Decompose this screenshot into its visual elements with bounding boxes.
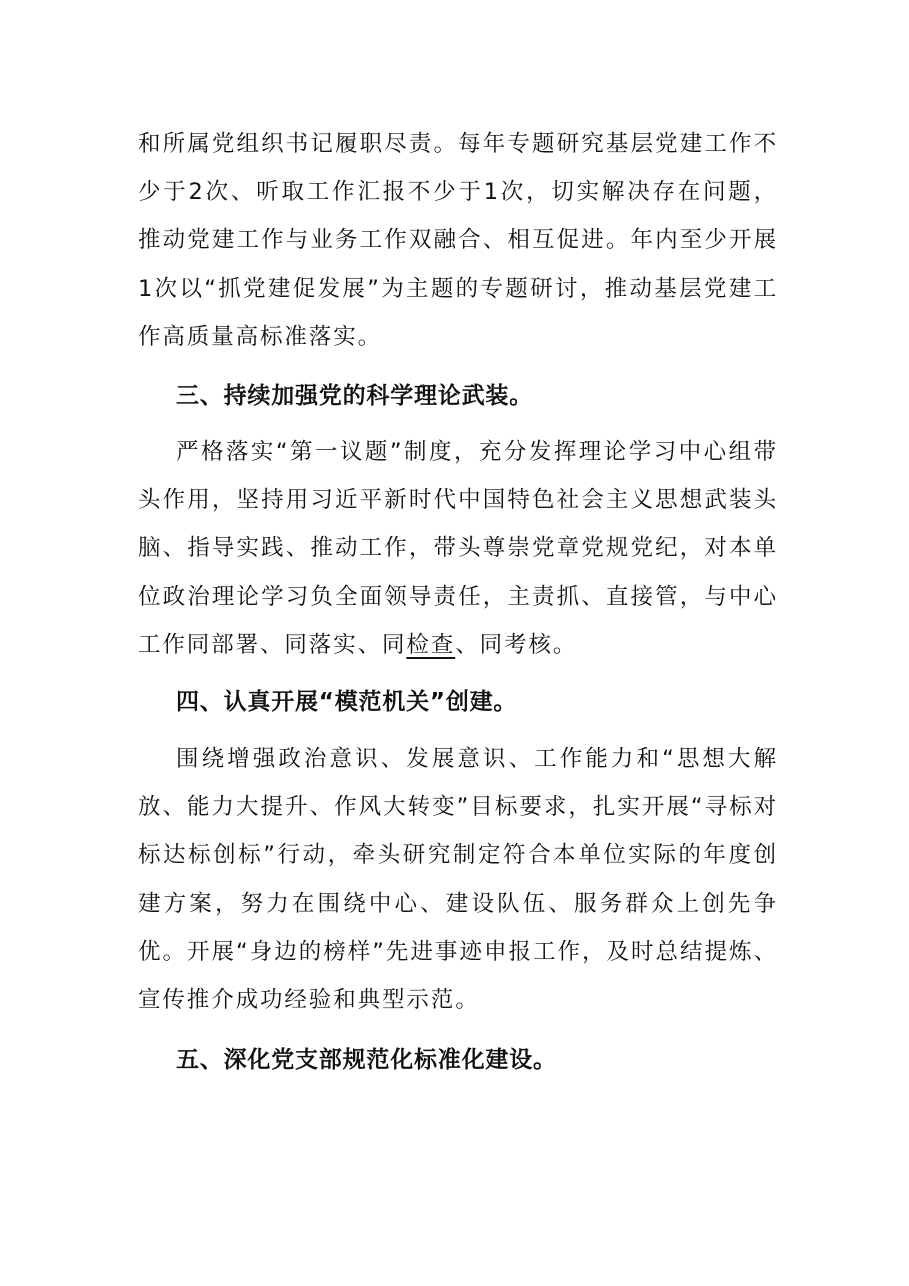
- paragraph-model-agency: 围绕增强政治意识、发展意识、工作能力和“思想大解放、能力大提升、作风大转变”目标要求，扎实开展“寻标对标达标创标”行动，牵头研究制定符合本单位实际的年度创建方案，努力在围绕中心、建设队伍、服务群众上创先争优。开展“身边的榜样”先进事迹申报工作，及时总结提炼、宣传推介成功经验和典型示范。: [138, 746, 778, 1014]
- underlined-word-inspection: 检查: [406, 631, 456, 658]
- paragraph-theory-study: [138, 428, 778, 669]
- heading-section-5: 五、深化党支部规范化标准化建设。: [176, 1047, 557, 1073]
- paragraph-party-building-duties: 和所属党组织书记履职尽责。每年专题研究基层党建工作不少于2次、听取工作汇报不少于1次，切实解决存在问题，推动党建工作与业务工作双融合、相互促进。年内至少开展1次以“抓党建促发展”为主题的专题研讨，推动基层党建工作高质量高标准落实。: [138, 131, 778, 350]
- heading-section-3: 三、持续加强党的科学理论武装。: [176, 383, 533, 409]
- heading-section-4: 四、认真开展“模范机关”创建。: [176, 689, 518, 715]
- paragraph-theory-study-text: 严格落实“第一议题”制度，充分发挥理论学习中心组带头作用，坚持用习近平新时代中国特色社会主义思想武装头脑、指导实践、推动工作，带头尊崇党章党规党纪，对本单位政治理论学习负全面领导责任，主责抓、直接管，与中心工作同部署、同落实、同: [138, 439, 778, 658]
- paragraph-theory-study-tail: 、同考核。: [455, 631, 578, 658]
